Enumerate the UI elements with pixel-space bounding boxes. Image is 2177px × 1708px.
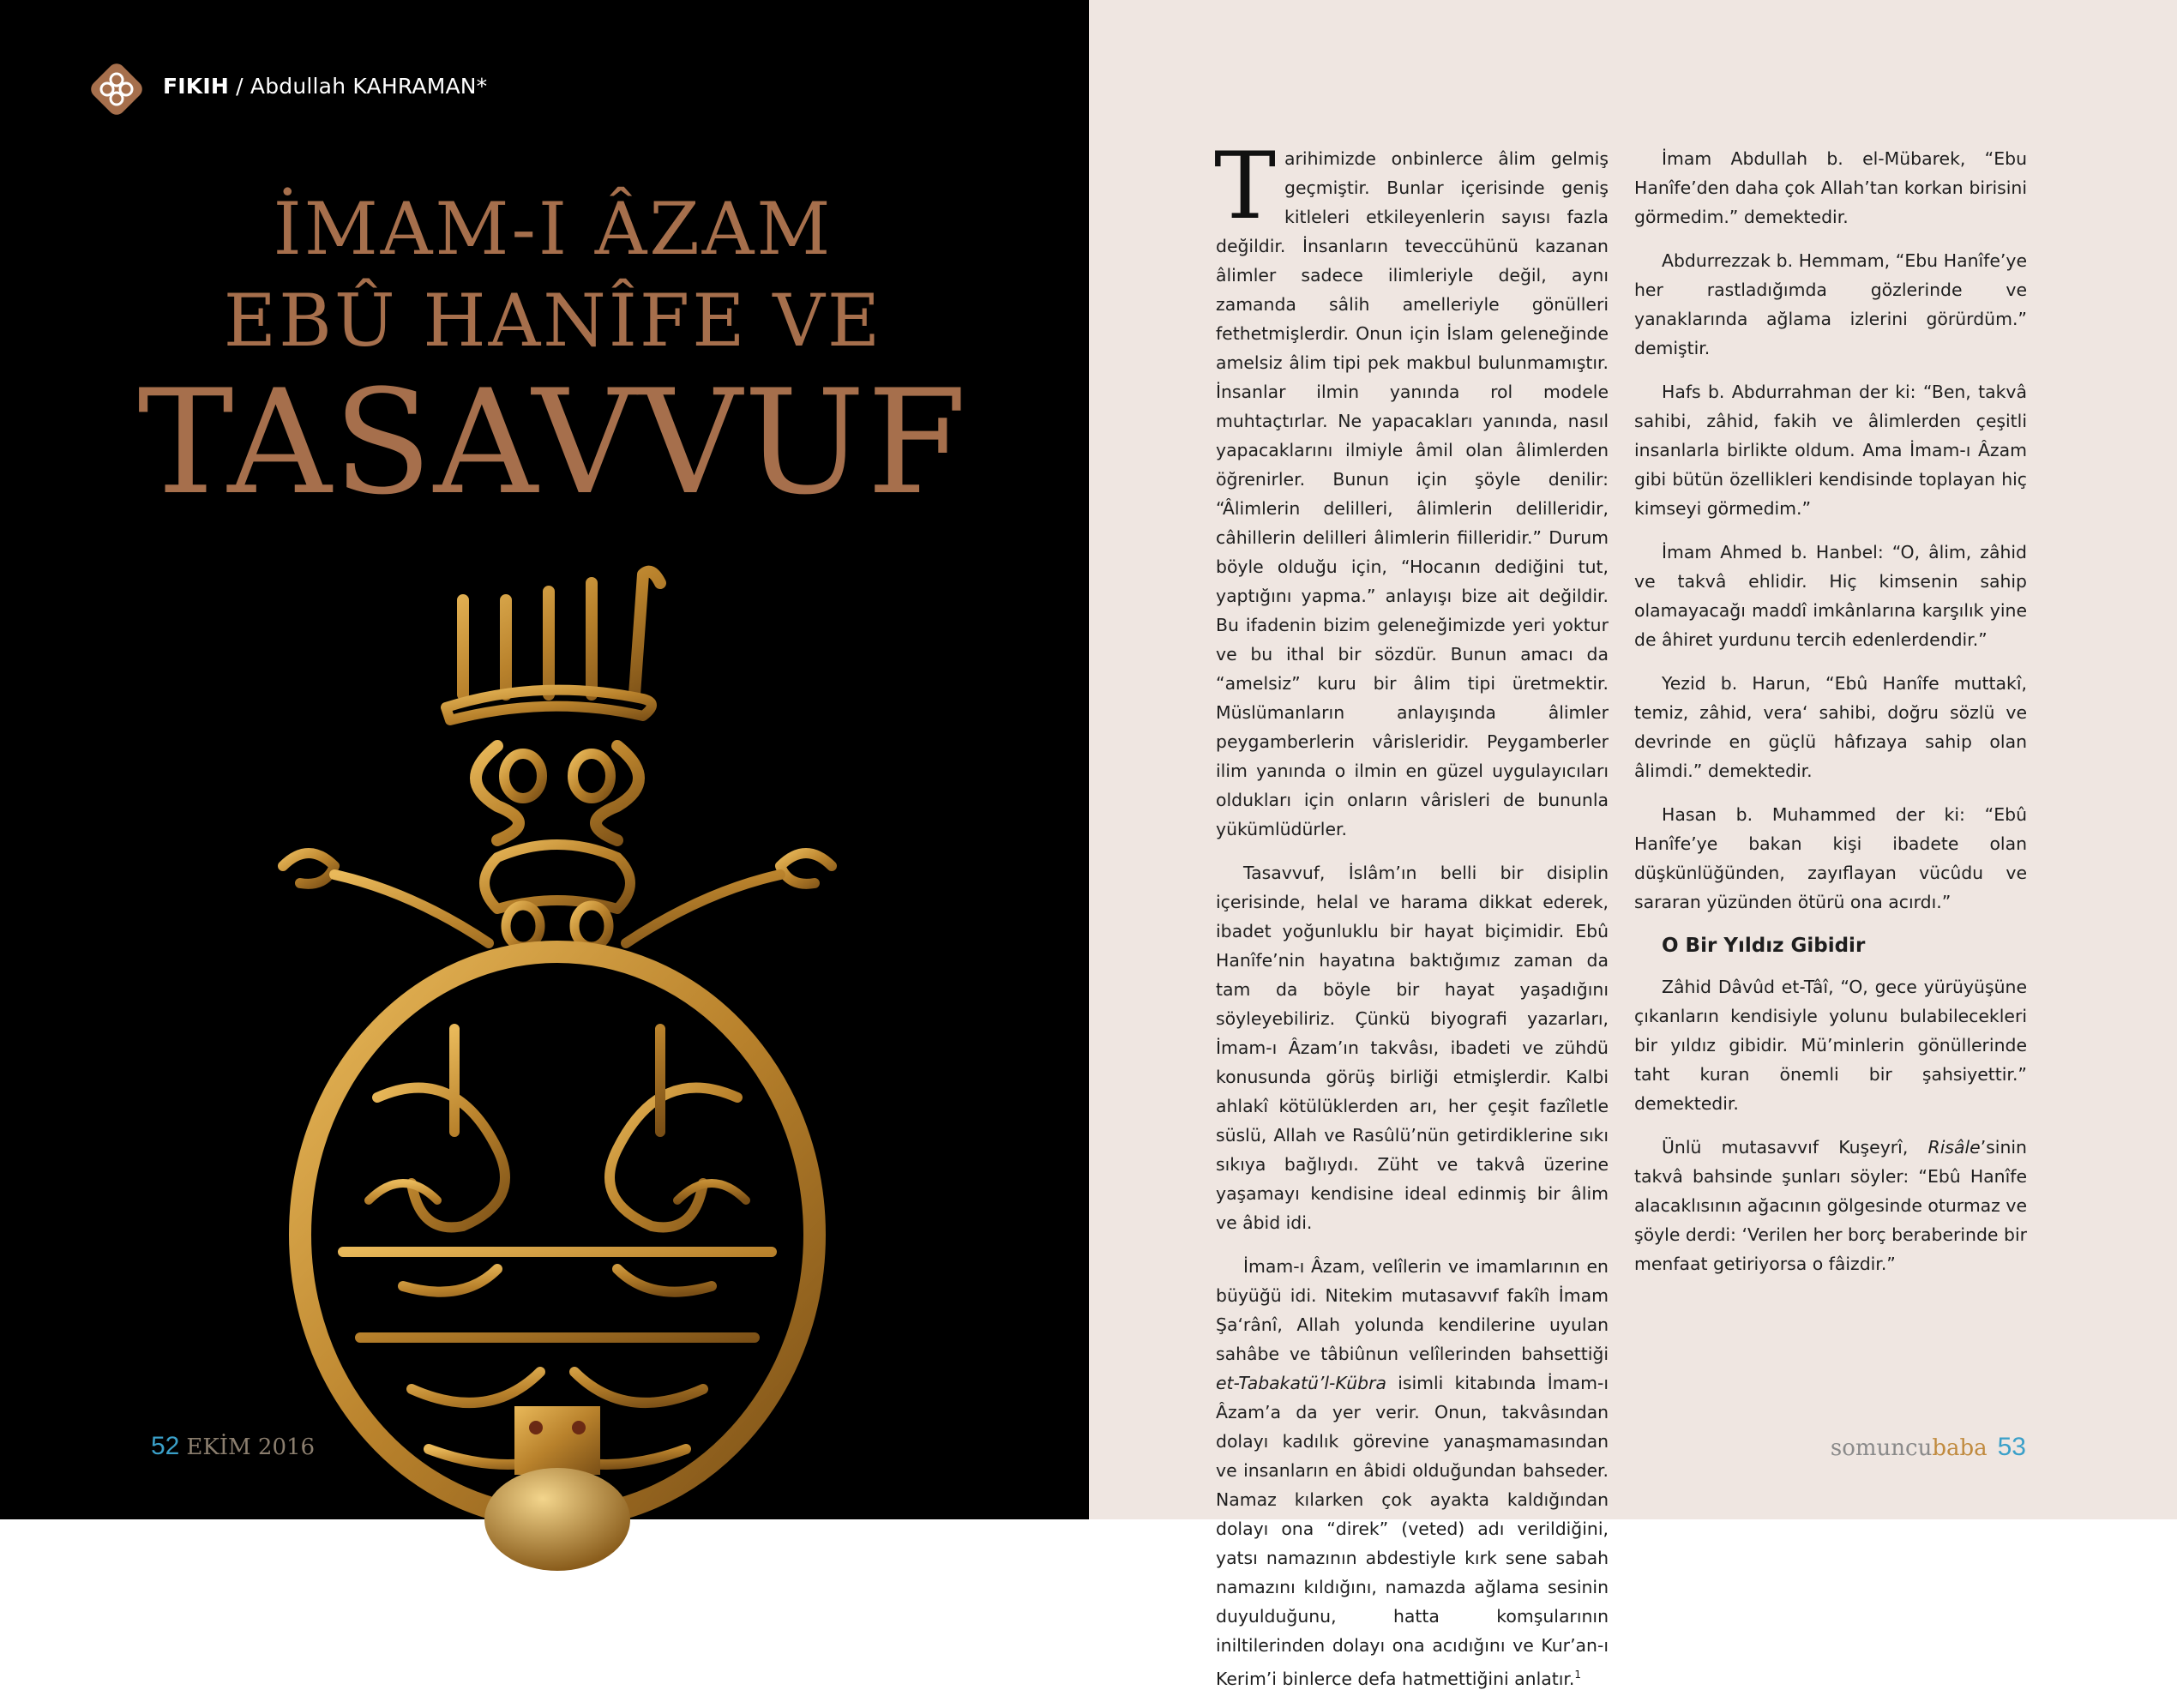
calligraphic-finial-image (240, 549, 875, 1519)
paragraph (1216, 1252, 1609, 1693)
paragraph: İmam Abdullah b. el-Mübarek, “Ebu Hanîfe’den daha çok Allah’tan korkan birisini görmedim.” demektedir. (1634, 148, 2027, 227)
paragraph-text: isimli kitabında İmam-ı Âzam’a da yer verir. Onun, takvâsından dolayı kadılık görevine yanaşmamasından ve insanların en âbidi olduğundan bahseder. Namaz kılarken çok ayakta kaldığından dolayı ona “direk” (veted) adı verildiğini, yatsı namazının abdestiyle kırk sene sabah namazını kıldığını, namazda ağlama sesinin duyulduğunu, hatta komşularının iniltilerinden dolayı ona acıdığını ve Kur’an-ı Kerim’i binlerce defa hatmettiğini anlatır. (1216, 1373, 1609, 1689)
book-title: et-Tabakatü’l-Kübra (1216, 1373, 1386, 1393)
paragraph: Hafs b. Abdurrahman der ki: “Ben, takvâ sahibi, zâhid, fakih ve âlimlerden çeşitli insanlarla birlikte oldum. Ama İmam-ı Âzam gibi bütün özellikleri kendisinde toplayan hiç kimseyi görmedim.” (1634, 382, 2027, 519)
section-name: FIKIH (163, 74, 229, 99)
paragraph-text: İmam-ı Âzam, velîlerin ve imamlarının en büyüğü idi. Nitekim mutasavvıf fakîh İmam Şa‘rânî, Allah yolunda kendilerine uyulan sahâbe ve tâbiûnun velîlerinden bahsettiği (1216, 1256, 1609, 1364)
right-page-number: 53 (1997, 1433, 2026, 1461)
right-page (1089, 0, 2177, 1689)
paragraph-text: Ünlü mutasavvıf Kuşeyrî, (1662, 1137, 1928, 1158)
subheading: O Bir Yıldız Gibidir (1662, 935, 1866, 957)
paragraph: Hasan b. Muhammed der ki: “Ebû Hanîfe’ye bakan kişi ibadete olan düşkünlüğünden, zayıflayan vücûdu ve sararan yüzünden ötürü ona acırdı.” (1634, 804, 2027, 912)
issue-date: EKİM 2016 (186, 1434, 316, 1460)
footnote-marker: 1 (1574, 1669, 1582, 1681)
section-badge-icon (82, 55, 151, 123)
section-author-line (163, 74, 487, 99)
paragraph-text: arihimizde onbinlerce âlim gelmiş geçmiştir. Bunlar içerisinde geniş kitleleri etkileyenlerin sayısı fazla değildir. İnsanların teveccühünü kazanan âlimler sadece ilimleriyle değil, aynı zamanda sâlih amelleriyle gönülleri fethetmişlerdir. Onun için İslam geleneğinde amelsiz âlim tipi pek makbul bulunmamıştır. İnsanlar ilmin yanında rol modele muhtaçtırlar. Ne yapacakları yanında, nasıl yapacaklarını ilmiyle âmil olan âlimlerden öğrenirler. Bunun için şöyle denilir: “Âlimlerin delilleri, âlimlerin delilleridir, câhillerin delilleri âlimlerin fiilleridir.” Durum böyle olduğu için, “Hocanın dediğini tut, yaptığını yapma.” anlayışı bize ait değildir. Bu ifadenin bizim geleneğimizde yeri yoktur ve bu ithal bir sözdür. Bunun amacı da “amelsiz” kuru bir âlim tipi üretmektir. Müslümanların anlayışında âlimler peygamberlerin vârisleridir. Peygamberler ilim yanında o ilmin en güzel uygulayıcıları oldukları için onların vârisleri de bununla yükümlüdürler. (1216, 148, 1609, 839)
paragraph: Tasavvuf, İslâm’ın belli bir disiplin içerisinde, helal ve harama dikkat ederek, ibadet yoğunluklu bir hayat biçimidir. Ebû Hanîfe’nin hayatına baktığımız zaman da tam da böyle bir hayat yaşadığını söyleyebiliriz. Çünkü biyografi yazarları, İmam-ı Âzam’ın takvâsı, ibadeti ve zühdü konusunda görüş birliği etmişlerdir. Kalbi ahlakî kötülüklerden arı, her çeşit fazîletle süslü, Allah ve Rasûlü’nün getirdiklerine sıkı sıkıya bağlıydı. Züht ve takvâ üzerine yaşamayı kendisine ideal edinmiş bir âlim ve âbid idi. (1216, 863, 1609, 1233)
magazine-brand-b: baba (1932, 1435, 1988, 1461)
paragraph: Abdurrezzak b. Hemmam, “Ebu Hanîfe’ye her rastladığımda gözlerinde ve yanaklarında ağlama izlerini görürdüm.” demiştir. (1634, 250, 2027, 358)
article-column-2 (1634, 144, 2027, 1293)
title-line-2: EBÛ HANÎFE VE (223, 279, 883, 363)
drop-cap: T (1214, 133, 1277, 240)
paragraph: Zâhid Dâvûd et-Tâî, “O, gece yürüyüşüne çıkanların kendisiyle yolunu bulabilecekleri bir yıldız gibidir. Mü’minlerin gönüllerinde taht kuran önemli bir şahsiyettir.” demektedir. (1634, 977, 2027, 1114)
right-page-footer (1831, 1432, 2026, 1462)
left-page (0, 0, 1089, 1519)
magazine-brand-a: somuncu (1830, 1435, 1933, 1461)
paragraph (1634, 1133, 2027, 1278)
left-page-footer (151, 1432, 315, 1461)
title-line-3: TASAVVUF (137, 358, 969, 526)
author-name: / Abdullah KAHRAMAN* (228, 74, 488, 99)
paragraph-text: ’sinin takvâ bahsinde şunları söyler: “Ebû Hanîfe alacaklısının ağacının gölgesinde oturmaz ve şöyle derdi: ‘Verilen her borç beraberinde bir menfaat getiriyorsa o fâizdir.” (1634, 1137, 2027, 1274)
article-column-1 (1214, 133, 1609, 1708)
title-line-1: İMAM-I ÂZAM (273, 187, 833, 271)
paragraph (1214, 133, 1609, 844)
paragraph: Yezid b. Harun, “Ebû Hanîfe muttakî, temiz, zâhid, vera‘ sahibi, doğru sözlü ve devrinde en güçlü hâfızaya sahip olan âlimdi.” demektedir. (1634, 673, 2027, 781)
paragraph: İmam Ahmed b. Hanbel: “O, âlim, zâhid ve takvâ ehlidir. Hiç kimsenin sahip olamayacağı maddî imkânlarına karşılık yine de âhiret yurdunu tercih edenlerdendir.” (1634, 542, 2027, 650)
book-title: Risâle (1927, 1137, 1981, 1158)
left-page-number: 52 (151, 1432, 180, 1460)
